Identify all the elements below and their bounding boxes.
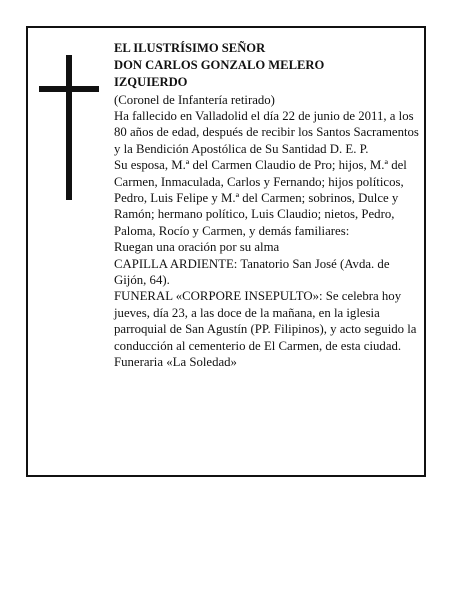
chapel-info: CAPILLA ARDIENTE: Tanatorio San José (Avda. de Gijón, 64). <box>114 256 390 288</box>
funeral-home: Funeraria «La Soledad» <box>114 355 237 370</box>
cross-vertical-bar <box>66 55 72 200</box>
family-list: Su esposa, M.ª del Carmen Claudio de Pro; hijos, M.ª del Carmen, Inmaculada, Carlos y Fernando; hijos políticos, Pedro, Luis Felipe y M.ª del Carmen; sobrinos, Dulce y Ramón; hermano político, Luis Claudio; nietos, Pedro, Paloma, Rocío y Carmen, y demás familiares: <box>114 158 407 238</box>
obituary-notice <box>26 26 426 477</box>
obituary-text <box>114 40 420 371</box>
honorific-title: EL ILUSTRÍSIMO SEÑOR <box>114 41 266 55</box>
deceased-surname: IZQUIERDO <box>114 75 188 90</box>
cross-horizontal-bar <box>39 86 99 92</box>
latin-cross-icon <box>39 55 99 200</box>
prayer-request: Ruegan una oración por su alma <box>114 240 280 255</box>
rank-subtitle: (Coronel de Infantería retirado) <box>114 92 275 107</box>
funeral-info: FUNERAL «CORPORE INSEPULTO»: Se celebra hoy jueves, día 23, a las doce de la mañana, en la iglesia parroquial de San Agustín (PP. Filipinos), y acto seguido la conducción al cementerio de El Carmen, de esta ciudad. <box>114 289 417 353</box>
deceased-name: DON CARLOS GONZALO MELERO <box>114 58 325 73</box>
death-announcement: Ha fallecido en Valladolid el día 22 de junio de 2011, a los 80 años de edad, después de recibir los Santos Sacramentos y la Bendición Apostólica de Su Santidad D. E. P. <box>114 109 419 156</box>
